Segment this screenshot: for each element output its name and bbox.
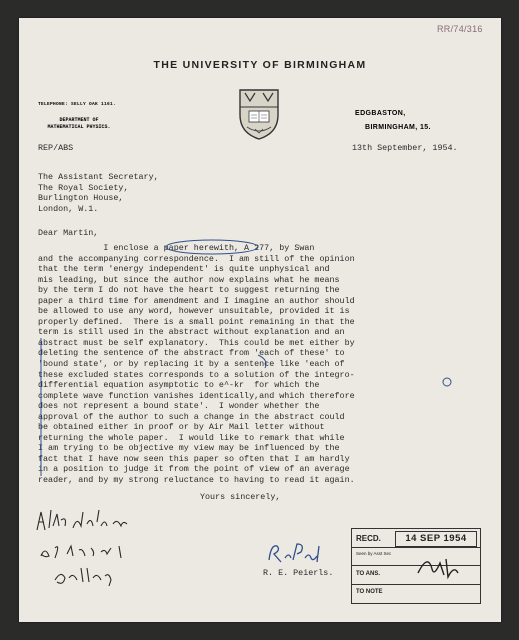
recipient-address: The Assistant Secretary, The Royal Society, Burlington House, London, W.1. <box>38 172 159 214</box>
stamp-to-note: TO NOTE <box>356 589 383 595</box>
stamp-divider <box>352 547 480 548</box>
letter-page <box>19 18 501 622</box>
stamp-date: 14 SEP 1954 <box>395 531 477 547</box>
stamp-to-ans: TO ANS. <box>356 571 381 577</box>
reference-code: REP/ABS <box>38 143 74 153</box>
signer-name: R. E. Peierls. <box>263 568 334 578</box>
department-line2: MATHEMATICAL PHYSICS. <box>47 124 111 130</box>
stamp-seen-by: Seen by Asst Sec <box>356 551 392 556</box>
department-line1: DEPARTMENT OF <box>59 117 99 123</box>
salutation: Dear Martin, <box>38 228 99 238</box>
telephone-line: TELEPHONE: SELLY OAK 1161. <box>38 102 117 107</box>
archive-reference: RR/74/316 <box>437 24 483 34</box>
margin-note-handwriting <box>33 498 153 588</box>
stamp-divider <box>352 584 480 585</box>
address-line1: EDGBASTON, <box>355 110 406 117</box>
university-title: THE UNIVERSITY OF BIRMINGHAM <box>153 59 367 71</box>
stamp-recd-label: RECD. <box>356 534 381 543</box>
signature-icon <box>265 538 331 566</box>
stamp-initials-icon <box>414 551 464 581</box>
letter-body: I enclose a paper herewith, A 277, by Swan and the accompanying correspondence. I am still of the opinion that the term 'energy independent' is quite unphysical and mis leading, but since the author now explains what he means by the term I do not have the heart to suggest returning the paper a third time for amendment and I imagine an author should be allowed to use any word, however unsuitable, provided it is properly defined. There is a small point remaining in that the term is still used in the abstract without explanation and an abstract must be self explanatory. This could be met either by deleting the sentence of the abstract from 'each of these' to 'bound state', or by replacing it by a sentence like 'each of these excluded states corresponds to a solution of the integro- differential equation asymptotic to e^-kr for which the complete wave function vanishes identically,and which therefore does not represent a bound state'. I wonder whether the approval of the author to such a change in the abstract could be obtained either in proof or by Air Mail letter without returning the whole paper. I would like to remark that while I am trying to be objective my view may be influenced by the fact that I have now seen this paper so often that I am hardly in a position to judge it from the point of view of an average reader, and by my strong reluctance to having to read it again. <box>38 243 355 486</box>
letter-date: 13th September, 1954. <box>352 143 458 153</box>
address-line2: BIRMINGHAM, 15. <box>365 124 431 131</box>
closing: Yours sincerely, <box>200 492 281 502</box>
received-stamp <box>351 528 481 604</box>
